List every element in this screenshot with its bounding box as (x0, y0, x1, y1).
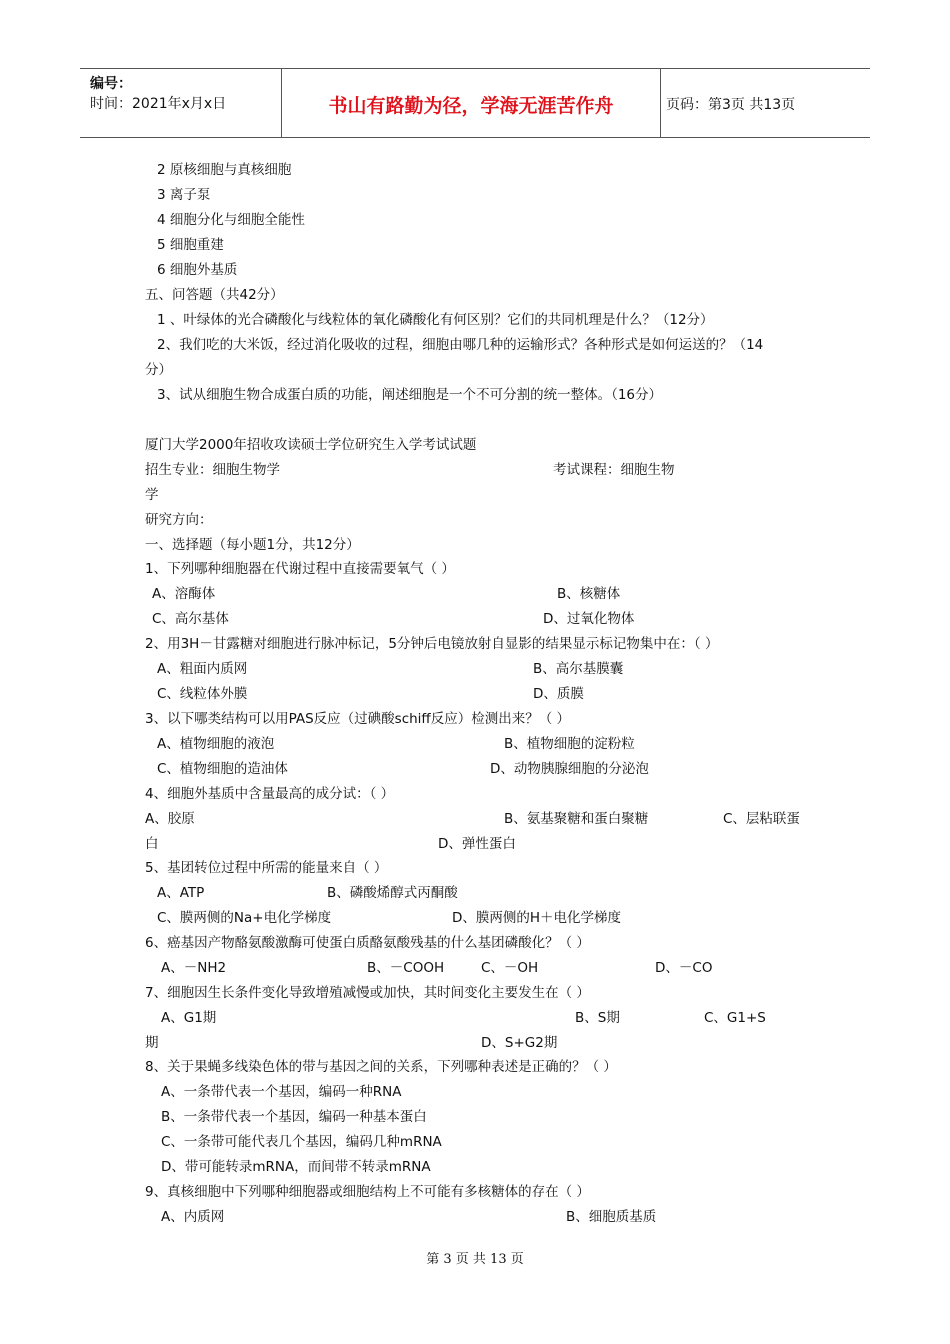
answer-option: D、质膜 (533, 686, 584, 702)
header-page-cell (660, 69, 870, 137)
question-text: 5、基团转位过程中所需的能量来自（ ） (145, 860, 388, 876)
answer-option: A、G1期 (161, 1010, 217, 1026)
question-text: 8、关于果蝇多线染色体的带与基因之间的关系，下列哪种表述是正确的？（ ） (145, 1059, 617, 1075)
answer-option: A、内质网 (161, 1209, 225, 1225)
answer-option: D、膜两侧的H＋电化学梯度 (452, 910, 622, 926)
question-text: 1、下列哪种细胞器在代谢过程中直接需要氧气（ ） (145, 561, 455, 577)
answer-option: C、线粒体外膜 (157, 686, 248, 702)
page-footer: 第 3 页 共 13 页 (426, 1252, 524, 1267)
answer-option: D、弹性蛋白 (438, 836, 516, 852)
answer-option: D、－CO (655, 960, 713, 976)
header-info-cell (80, 69, 280, 137)
answer-option: A、胶原 (145, 811, 195, 827)
page-header (80, 68, 870, 138)
answer-option: A、植物细胞的液泡 (157, 736, 275, 752)
question-text: 3、以下哪类结构可以用PAS反应（过碘酸schiff反应）检测出来？（ ） (145, 711, 571, 727)
term-item: 6 细胞外基质 (157, 262, 238, 278)
answer-option: A、一条带代表一个基因，编码一种RNA (161, 1084, 402, 1100)
answer-option: B、细胞质基质 (566, 1209, 657, 1225)
answer-option: B、氨基聚糖和蛋白聚糖 (504, 811, 649, 827)
answer-option: B、－COOH (367, 960, 445, 976)
document-date-label: 时间：2021年x月x日 (90, 96, 227, 112)
answer-option-continued: 期 (145, 1035, 159, 1051)
answer-option: A、粗面内质网 (157, 661, 248, 677)
question-text: 7、细胞因生长条件变化导致增殖减慢或加快，其时间变化主要发生在（ ） (145, 985, 590, 1001)
document-number-label: 编号： (90, 76, 132, 92)
answer-option: C、膜两侧的Na+电化学梯度 (157, 910, 332, 926)
term-item: 4 细胞分化与细胞全能性 (157, 212, 305, 228)
question-text: 6、癌基因产物酪氨酸激酶可使蛋白质酪氨酸残基的什么基团磷酸化？（ ） (145, 935, 590, 951)
answer-option: D、动物胰腺细胞的分泌泡 (490, 761, 649, 777)
answer-option: A、溶酶体 (152, 586, 216, 602)
answer-option: A、－NH2 (161, 960, 227, 976)
question-text: 9、真核细胞中下列哪种细胞器或细胞结构上不可能有多核糖体的存在（ ） (145, 1184, 590, 1200)
section-heading: 一、选择题（每小题1分，共12分） (145, 537, 360, 553)
answer-option: D、过氧化物体 (543, 611, 635, 627)
answer-option: B、核糖体 (557, 586, 621, 602)
exam-direction: 研究方向： (145, 512, 213, 528)
answer-option: B、植物细胞的淀粉粒 (504, 736, 635, 752)
question-text-continued: 分） (145, 362, 172, 378)
question-text: 2、用3H－甘露糖对细胞进行脉冲标记，5分钟后电镜放射自显影的结果显示标记物集中在：（ ） (145, 636, 719, 652)
answer-option: B、S期 (575, 1010, 620, 1026)
answer-option: C、一条带可能代表几个基因，编码几种mRNA (161, 1134, 442, 1150)
answer-option: C、G1+S (704, 1010, 766, 1026)
question-text: 4、细胞外基质中含量最高的成分试：（ ） (145, 786, 395, 802)
answer-option: A、ATP (157, 885, 205, 901)
answer-option: C、－OH (481, 960, 539, 976)
term-item: 2 原核细胞与真核细胞 (157, 162, 292, 178)
answer-option: C、层粘联蛋 (723, 811, 800, 827)
answer-option: C、高尔基体 (152, 611, 229, 627)
header-page-number: 页码：第3页 共13页 (666, 97, 796, 113)
answer-option-continued: 白 (145, 836, 159, 852)
term-item: 5 细胞重建 (157, 237, 224, 253)
question-text: 1 、叶绿体的光合磷酸化与线粒体的氧化磷酸化有何区别？它们的共同机理是什么？（12分） (157, 312, 714, 328)
answer-option: C、植物细胞的造油体 (157, 761, 288, 777)
question-text: 3、试从细胞生物合成蛋白质的功能，阐述细胞是一个不可分割的统一整体。（16分） (157, 387, 663, 403)
answer-option: D、带可能转录mRNA，而间带不转录mRNA (161, 1159, 431, 1175)
header-motto: 书山有路勤为径，学海无涯苦作舟 (328, 95, 614, 117)
exam-title: 厦门大学2000年招收攻读硕士学位研究生入学考试试题 (145, 437, 477, 453)
answer-option: B、高尔基膜囊 (533, 661, 624, 677)
answer-option: D、S+G2期 (481, 1035, 558, 1051)
section-heading: 五、问答题（共42分） (145, 287, 284, 303)
answer-option: B、一条带代表一个基因，编码一种基本蛋白 (161, 1109, 427, 1125)
exam-major: 招生专业：细胞生物学 (145, 462, 280, 478)
header-motto-cell (281, 69, 661, 137)
term-item: 3 离子泵 (157, 187, 211, 203)
answer-option: B、磷酸烯醇式丙酮酸 (327, 885, 458, 901)
question-text: 2、我们吃的大米饭，经过消化吸收的过程，细胞由哪几种的运输形式？各种形式是如何运送的？（14 (157, 337, 764, 353)
exam-course-continued: 学 (145, 487, 159, 503)
exam-course: 考试课程：细胞生物 (553, 462, 675, 478)
